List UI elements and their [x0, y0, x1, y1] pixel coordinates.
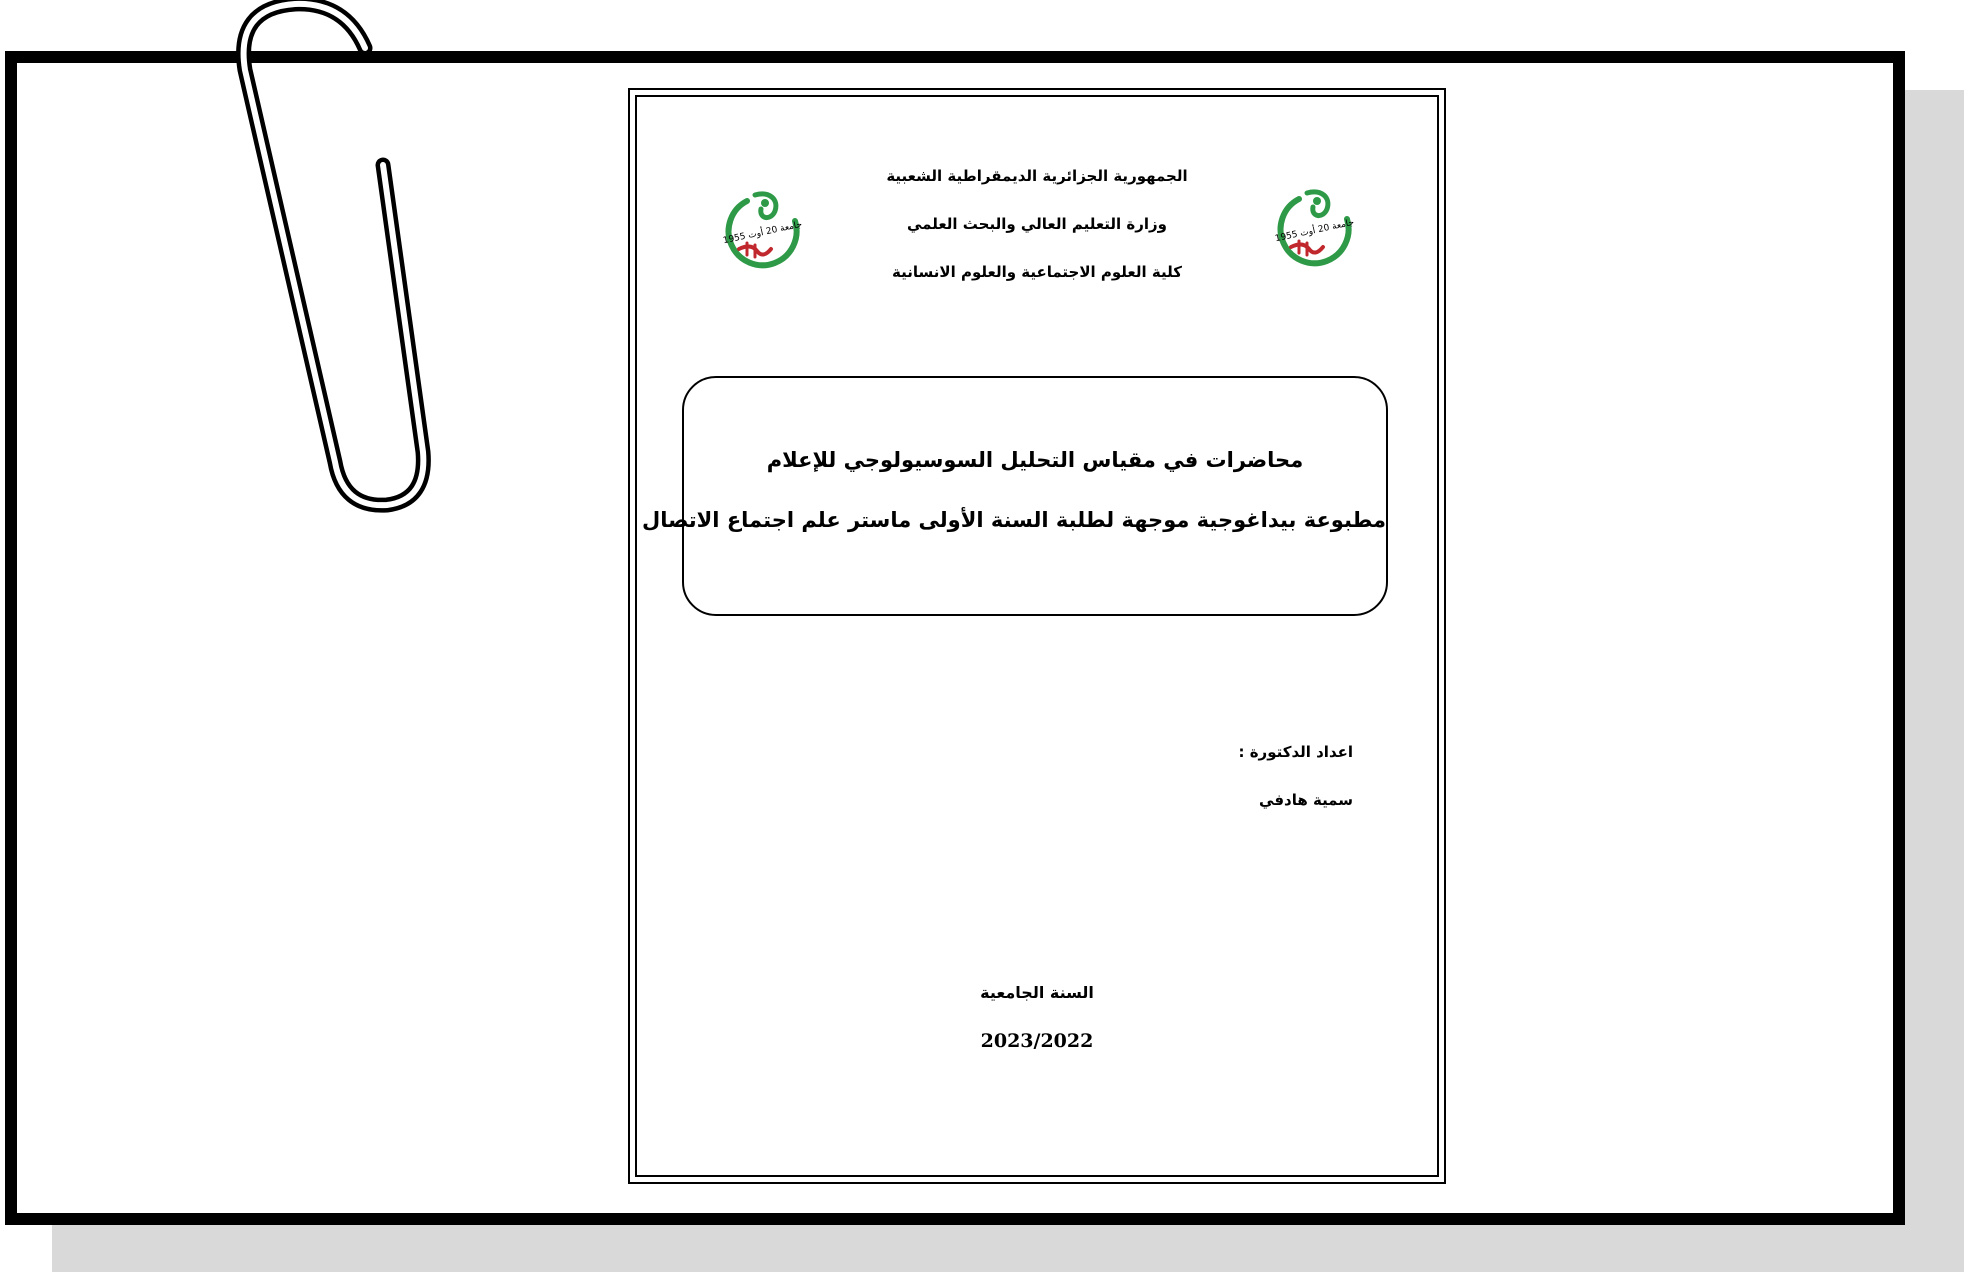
university-logo-right — [1269, 183, 1359, 273]
logo-text-left: جامعة 20 أوت 1955 — [722, 219, 804, 247]
university-logo-left — [717, 185, 807, 275]
document-cover-page — [628, 88, 1446, 1184]
lecture-subtitle: مطبوعة بيداغوجية موجهة لطلبة السنة الأولى ماستر علم اجتماع الاتصال — [641, 508, 1386, 532]
author-label: اعداد الدكتورة : — [1238, 743, 1353, 761]
title-box — [641, 376, 1388, 616]
logo-text-right: جامعة 20 أوت 1955 — [1274, 217, 1356, 245]
paperclip-icon — [215, 0, 465, 520]
lecture-title: محاضرات في مقياس التحليل السوسيولوجي للإعلام — [766, 448, 1304, 472]
page-inner-border — [635, 95, 1439, 1177]
faculty-name: كلية العلوم الاجتماعية والعلوم الانسانية — [892, 263, 1182, 281]
ministry-name: وزارة التعليم العالي والبحث العلمي — [906, 215, 1168, 233]
academic-year-value: 2023/2022 — [980, 1030, 1094, 1052]
academic-year-label: السنة الجامعية — [980, 983, 1094, 1002]
author-name: سمية هادفي — [1259, 791, 1353, 809]
republic-name: الجمهورية الجزائرية الديمقراطية الشعبية — [886, 167, 1188, 185]
